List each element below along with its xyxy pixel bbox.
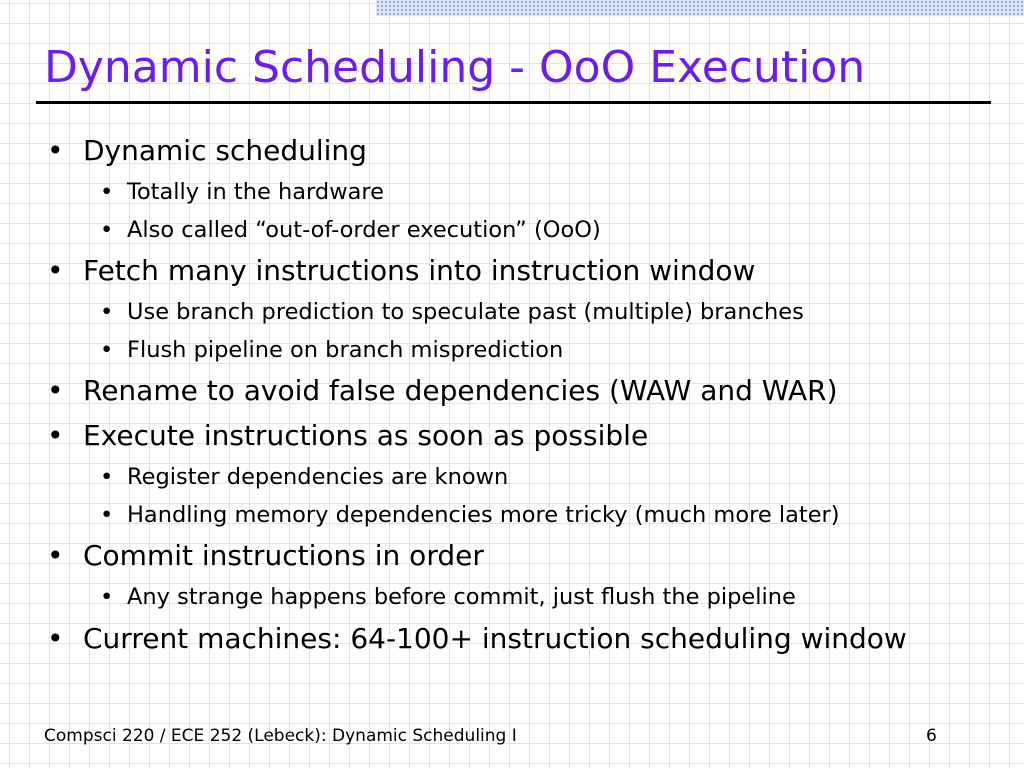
bullet-text: Fetch many instructions into instruction window <box>83 254 756 287</box>
sub-bullet-item <box>100 297 804 327</box>
bullet-marker: • <box>47 622 64 655</box>
sub-bullet-item <box>100 215 601 245</box>
bullet-item <box>47 373 838 409</box>
sub-bullet-item <box>100 335 564 365</box>
sub-bullet-text: Handling memory dependencies more tricky (much more later) <box>127 502 840 528</box>
bullet-marker: • <box>47 254 64 287</box>
bullet-marker: • <box>47 419 64 452</box>
sub-bullet-marker: • <box>100 502 114 528</box>
sub-bullet-marker: • <box>100 464 114 490</box>
sub-bullet-text: Use branch prediction to speculate past (multiple) branches <box>127 299 804 325</box>
bullet-item <box>47 133 367 169</box>
sub-bullet-text: Flush pipeline on branch misprediction <box>127 337 564 363</box>
sub-bullet-text: Also called “out-of-order execution” (OoO) <box>127 217 601 243</box>
bullet-text: Current machines: 64-100+ instruction scheduling window <box>83 622 907 655</box>
bullet-text: Dynamic scheduling <box>83 134 367 167</box>
sub-bullet-marker: • <box>100 217 114 243</box>
sub-bullet-item <box>100 582 796 612</box>
footer-course-label: Compsci 220 / ECE 252 (Lebeck): Dynamic Scheduling I <box>44 726 517 746</box>
slide-title: Dynamic Scheduling - OoO Execution <box>44 42 866 93</box>
sub-bullet-marker: • <box>100 337 114 363</box>
sub-bullet-text: Totally in the hardware <box>127 179 384 205</box>
footer-page-number: 6 <box>926 726 937 746</box>
sub-bullet-text: Any strange happens before commit, just flush the pipeline <box>127 584 796 610</box>
bullet-text: Rename to avoid false dependencies (WAW and WAR) <box>83 374 838 407</box>
bullet-item <box>47 418 649 454</box>
sub-bullet-item <box>100 462 509 492</box>
sub-bullet-marker: • <box>100 299 114 325</box>
bullet-text: Commit instructions in order <box>83 539 484 572</box>
bullet-item <box>47 253 756 289</box>
sub-bullet-item <box>100 500 840 530</box>
bullet-text: Execute instructions as soon as possible <box>83 419 649 452</box>
bullet-marker: • <box>47 539 64 572</box>
bullet-marker: • <box>47 134 64 167</box>
bullet-item <box>47 621 907 657</box>
sub-bullet-item <box>100 177 384 207</box>
sub-bullet-marker: • <box>100 584 114 610</box>
sub-bullet-marker: • <box>100 179 114 205</box>
sub-bullet-text: Register dependencies are known <box>127 464 509 490</box>
bullet-item <box>47 538 484 574</box>
bullet-marker: • <box>47 374 64 407</box>
